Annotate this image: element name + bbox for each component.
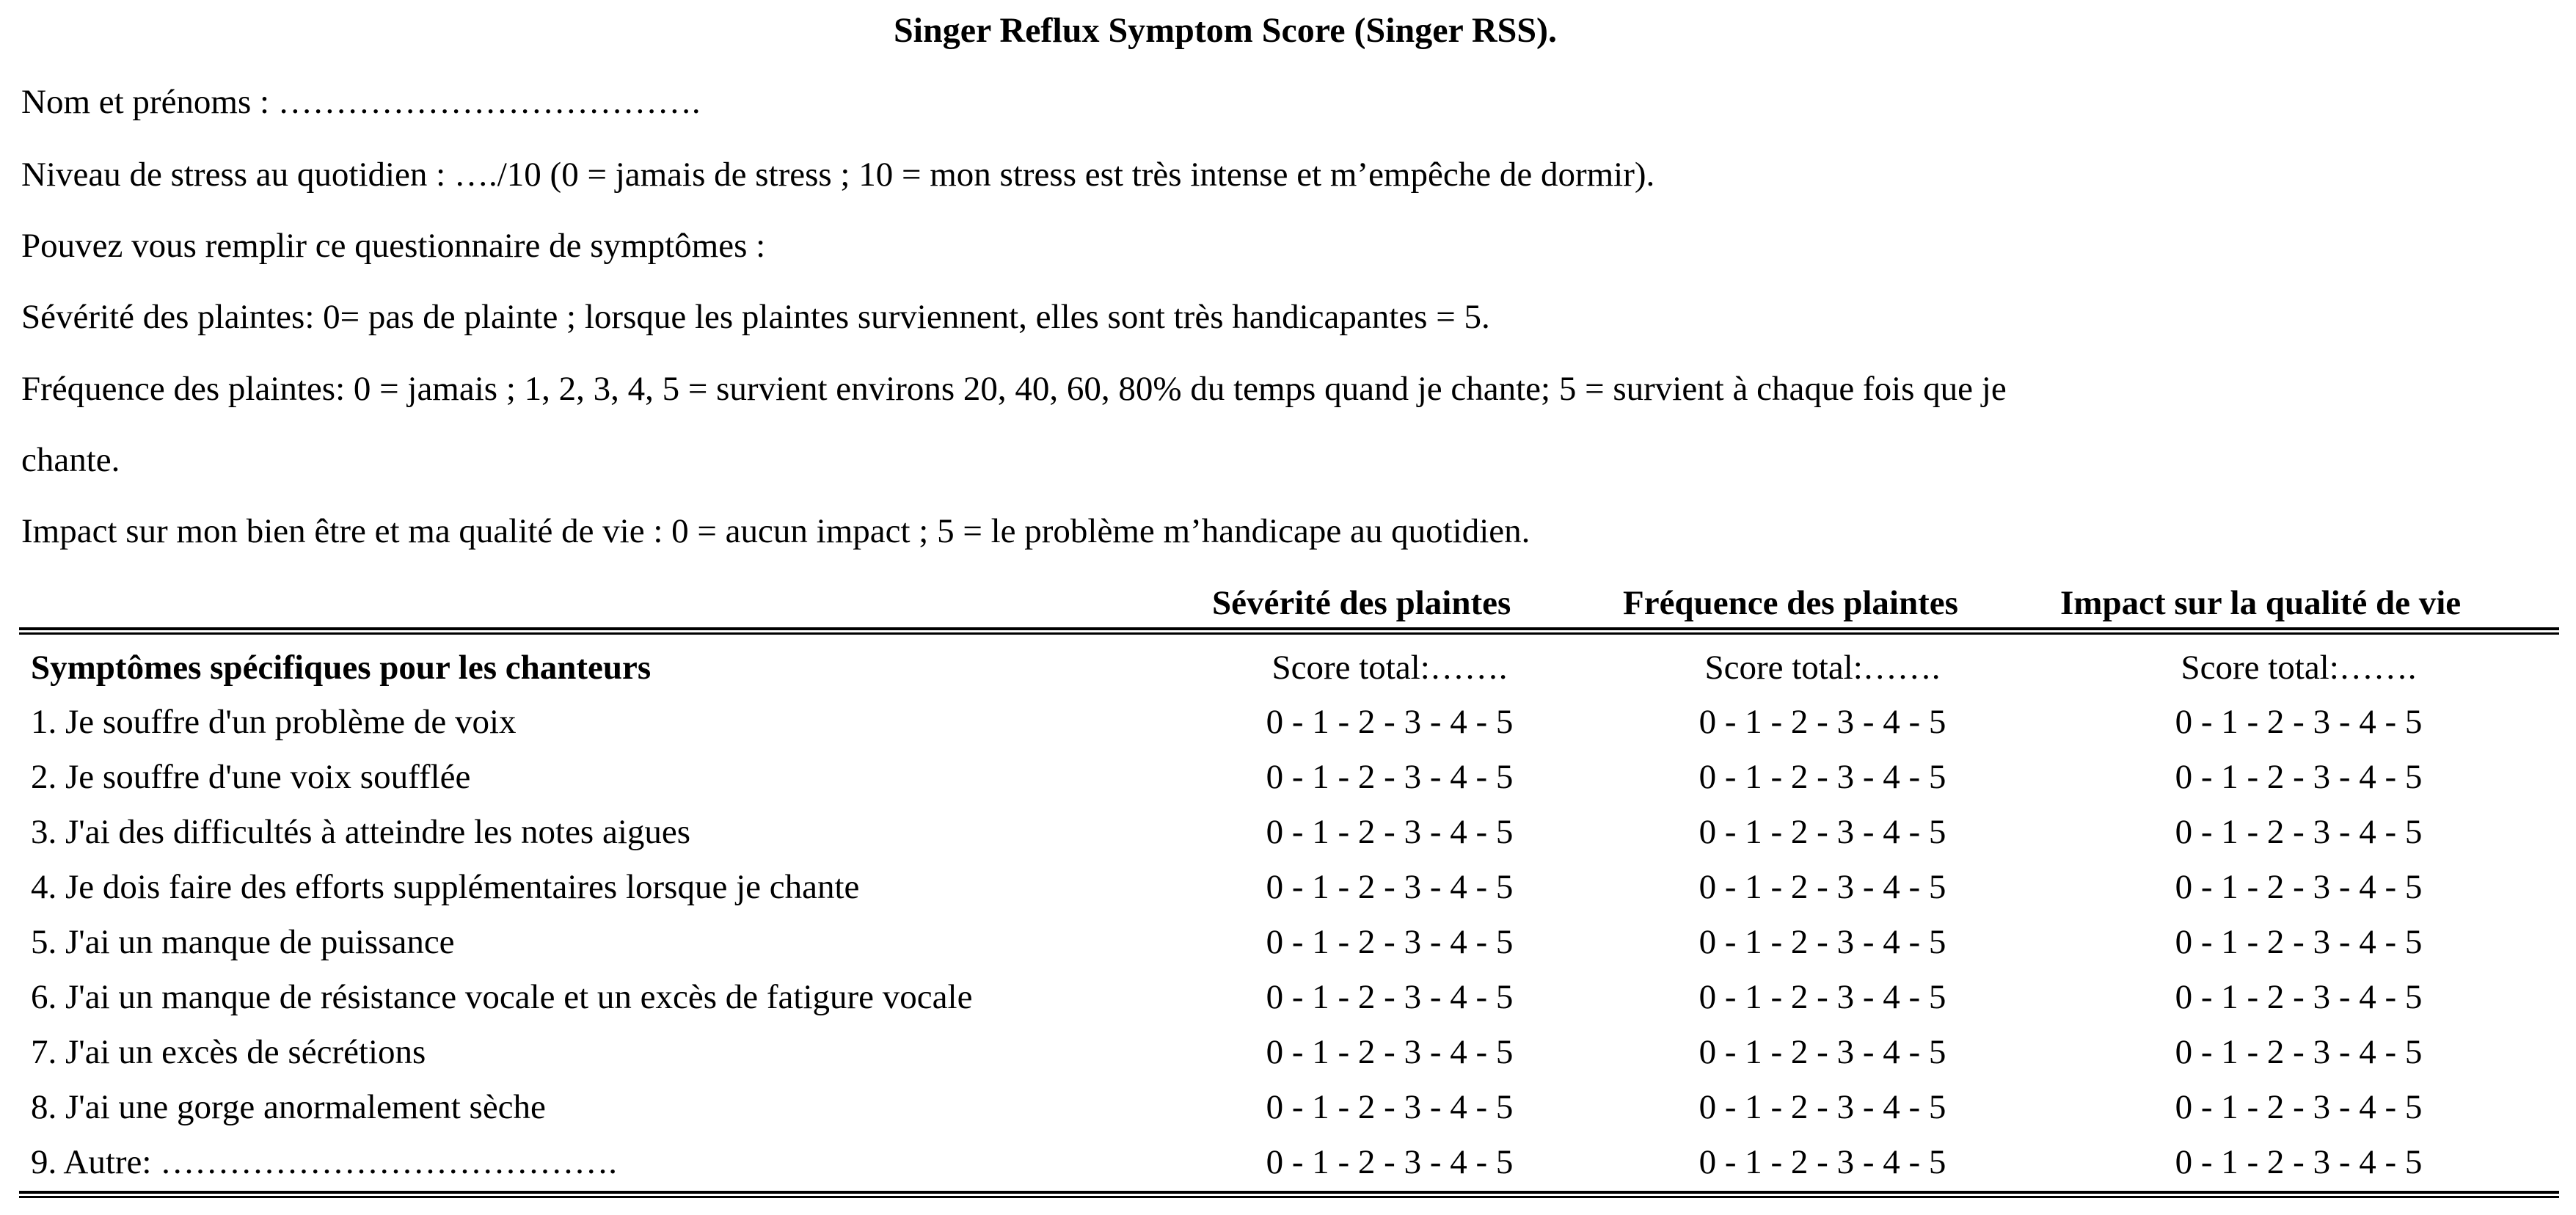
severity-scale[interactable]: 0 - 1 - 2 - 3 - 4 - 5 bbox=[1266, 868, 1514, 906]
table-row bbox=[0, 757, 2576, 809]
column-header-impact: Impact sur la qualité de vie bbox=[2060, 584, 2462, 622]
symptom-label: 8. J'ai une gorge anormalement sèche bbox=[31, 1088, 546, 1126]
severity-scale[interactable]: 0 - 1 - 2 - 3 - 4 - 5 bbox=[1266, 1033, 1514, 1071]
frequency-scale[interactable]: 0 - 1 - 2 - 3 - 4 - 5 bbox=[1699, 703, 1946, 741]
frequency-scale[interactable]: 0 - 1 - 2 - 3 - 4 - 5 bbox=[1699, 758, 1946, 796]
impact-scale[interactable]: 0 - 1 - 2 - 3 - 4 - 5 bbox=[2175, 813, 2423, 851]
severity-definition: Sévérité des plaintes: 0= pas de plainte ; lorsque les plaintes surviennent, elles sont très handicapantes = 5. bbox=[21, 298, 1490, 336]
severity-scale[interactable]: 0 - 1 - 2 - 3 - 4 - 5 bbox=[1266, 703, 1514, 741]
impact-scale[interactable]: 0 - 1 - 2 - 3 - 4 - 5 bbox=[2175, 978, 2423, 1016]
symptom-label: 7. J'ai un excès de sécrétions bbox=[31, 1033, 426, 1071]
stress-level-line: Niveau de stress au quotidien : …./10 (0 = jamais de stress ; 10 = mon stress est très intense et m’empêche de dormir). bbox=[21, 156, 1655, 194]
table-row bbox=[0, 922, 2576, 974]
table-row bbox=[0, 1032, 2576, 1084]
name-field-line: Nom et prénoms : ………………………………. bbox=[21, 83, 701, 121]
impact-scale[interactable]: 0 - 1 - 2 - 3 - 4 - 5 bbox=[2175, 703, 2423, 741]
impact-definition: Impact sur mon bien être et ma qualité de vie : 0 = aucun impact ; 5 = le problème m’handicape au quotidien. bbox=[21, 512, 1530, 550]
frequency-scale[interactable]: 0 - 1 - 2 - 3 - 4 - 5 bbox=[1699, 978, 1946, 1016]
symptom-label: 1. Je souffre d'un problème de voix bbox=[31, 703, 517, 741]
frequency-definition-cont: chante. bbox=[21, 441, 120, 479]
impact-scale[interactable]: 0 - 1 - 2 - 3 - 4 - 5 bbox=[2175, 1088, 2423, 1126]
header-double-rule bbox=[19, 627, 2559, 635]
frequency-scale[interactable]: 0 - 1 - 2 - 3 - 4 - 5 bbox=[1699, 1088, 1946, 1126]
table-section-row bbox=[0, 648, 2576, 699]
table-row bbox=[0, 702, 2576, 754]
symptom-label: 9. Autre: …………………………………. bbox=[31, 1143, 617, 1181]
severity-scale[interactable]: 0 - 1 - 2 - 3 - 4 - 5 bbox=[1266, 1088, 1514, 1126]
severity-scale[interactable]: 0 - 1 - 2 - 3 - 4 - 5 bbox=[1266, 758, 1514, 796]
score-total-frequency: Score total:……. bbox=[1704, 649, 1941, 687]
score-total-severity: Score total:……. bbox=[1271, 649, 1508, 687]
table-row bbox=[0, 977, 2576, 1029]
score-total-impact: Score total:……. bbox=[2181, 649, 2417, 687]
frequency-scale[interactable]: 0 - 1 - 2 - 3 - 4 - 5 bbox=[1699, 1143, 1946, 1181]
instruction-line: Pouvez vous remplir ce questionnaire de symptômes : bbox=[21, 227, 766, 265]
table-row bbox=[0, 1142, 2576, 1194]
document-title: Singer Reflux Symptom Score (Singer RSS). bbox=[893, 11, 1558, 50]
section-label: Symptômes spécifiques pour les chanteurs bbox=[31, 649, 652, 687]
frequency-scale[interactable]: 0 - 1 - 2 - 3 - 4 - 5 bbox=[1699, 868, 1946, 906]
table-row bbox=[0, 867, 2576, 919]
frequency-scale[interactable]: 0 - 1 - 2 - 3 - 4 - 5 bbox=[1699, 813, 1946, 851]
frequency-scale[interactable]: 0 - 1 - 2 - 3 - 4 - 5 bbox=[1699, 923, 1946, 961]
table-row bbox=[0, 812, 2576, 864]
impact-scale[interactable]: 0 - 1 - 2 - 3 - 4 - 5 bbox=[2175, 868, 2423, 906]
column-header-severity: Sévérité des plaintes bbox=[1212, 584, 1511, 622]
frequency-scale[interactable]: 0 - 1 - 2 - 3 - 4 - 5 bbox=[1699, 1033, 1946, 1071]
symptom-label: 3. J'ai des difficultés à atteindre les notes aigues bbox=[31, 813, 691, 851]
symptom-label: 4. Je dois faire des efforts supplémentaires lorsque je chante bbox=[31, 868, 860, 906]
symptom-label: 6. J'ai un manque de résistance vocale et un excès de fatigure vocale bbox=[31, 978, 973, 1016]
column-header-frequency: Fréquence des plaintes bbox=[1623, 584, 1958, 622]
impact-scale[interactable]: 0 - 1 - 2 - 3 - 4 - 5 bbox=[2175, 758, 2423, 796]
impact-scale[interactable]: 0 - 1 - 2 - 3 - 4 - 5 bbox=[2175, 1033, 2423, 1071]
severity-scale[interactable]: 0 - 1 - 2 - 3 - 4 - 5 bbox=[1266, 1143, 1514, 1181]
footer-double-rule bbox=[19, 1191, 2559, 1198]
frequency-definition: Fréquence des plaintes: 0 = jamais ; 1, 2, 3, 4, 5 = survient environs 20, 40, 60, 80% du temps quand je chante; 5 = survient à chaque fois que je bbox=[21, 370, 2007, 408]
severity-scale[interactable]: 0 - 1 - 2 - 3 - 4 - 5 bbox=[1266, 813, 1514, 851]
severity-scale[interactable]: 0 - 1 - 2 - 3 - 4 - 5 bbox=[1266, 923, 1514, 961]
symptom-label: 2. Je souffre d'une voix soufflée bbox=[31, 758, 471, 796]
symptom-label: 5. J'ai un manque de puissance bbox=[31, 923, 455, 961]
impact-scale[interactable]: 0 - 1 - 2 - 3 - 4 - 5 bbox=[2175, 1143, 2423, 1181]
severity-scale[interactable]: 0 - 1 - 2 - 3 - 4 - 5 bbox=[1266, 978, 1514, 1016]
table-row bbox=[0, 1087, 2576, 1139]
impact-scale[interactable]: 0 - 1 - 2 - 3 - 4 - 5 bbox=[2175, 923, 2423, 961]
